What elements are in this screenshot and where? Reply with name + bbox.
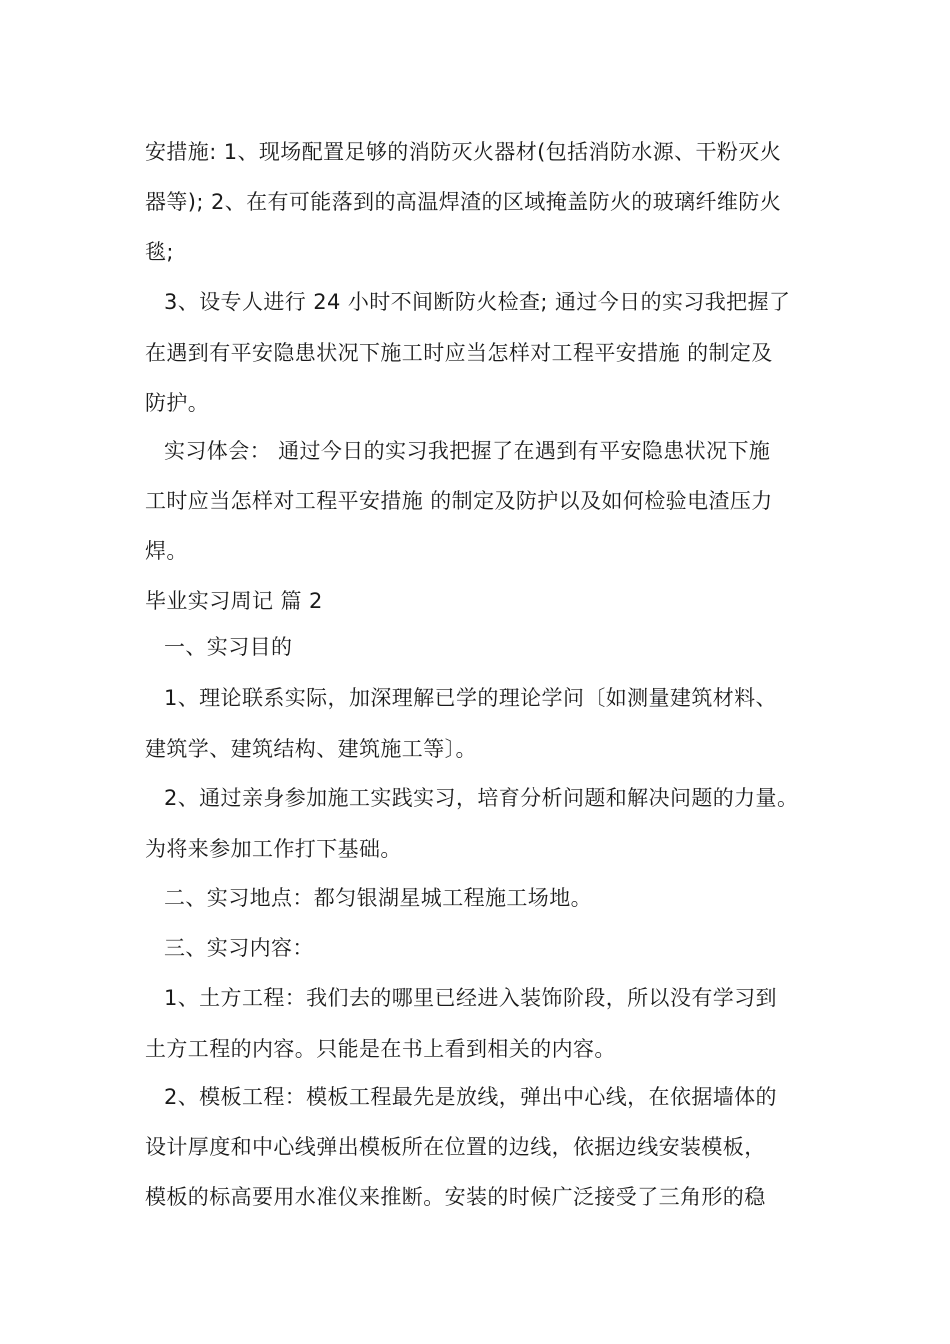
text-line: 安措施: 1、现场配置足够的消防灭火器材(包括消防水源、干粉灭火 [145, 140, 782, 164]
text-line: 设计厚度和中心线弹出模板所在位置的边线，依据边线安装模板， [145, 1135, 766, 1159]
text-line: 1、土方工程：我们去的哪里已经进入装饰阶段，所以没有学习到 [164, 986, 777, 1010]
text-line: 1、理论联系实际，加深理解已学的理论学问〔如测量建筑材料、 [164, 686, 777, 710]
section-heading: 毕业实习周记 篇 2 [145, 589, 323, 613]
text-line: 在遇到有平安隐患状况下施工时应当怎样对工程平安措施 的制定及 [145, 341, 773, 365]
text-line: 器等); 2、在有可能落到的高温焊渣的区域掩盖防火的玻璃纤维防火 [145, 190, 782, 214]
text-line: 焊。 [145, 539, 188, 563]
text-line: 为将来参加工作打下基础。 [145, 837, 402, 861]
text-line: 3、设专人进行 24 小时不间断防火检查; 通过今日的实习我把握了 [164, 290, 791, 314]
text-line: 工时应当怎样对工程平安措施 的制定及防护以及如何检验电渣压力 [145, 489, 773, 513]
text-line: 三、实习内容： [164, 936, 314, 960]
text-line: 二、实习地点：都匀银湖星城工程施工场地。 [164, 886, 592, 910]
text-line: 2、模板工程：模板工程最先是放线，弹出中心线，在依据墙体的 [164, 1085, 777, 1109]
text-line: 建筑学、建筑结构、建筑施工等〕。 [145, 737, 477, 761]
text-line: 毯; [145, 240, 174, 264]
text-line: 防护。 [145, 391, 210, 415]
text-line: 实习体会： 通过今日的实习我把握了在遇到有平安隐患状况下施 [164, 439, 771, 463]
text-line: 土方工程的内容。只能是在书上看到相关的内容。 [145, 1037, 616, 1061]
text-line: 2、通过亲身参加施工实践实习，培育分析问题和解决问题的力量。 [164, 786, 799, 810]
text-line: 一、实习目的 [164, 635, 293, 659]
text-line: 模板的标高要用水准仪来推断。安装的时候广泛接受了三角形的稳 [145, 1185, 766, 1209]
